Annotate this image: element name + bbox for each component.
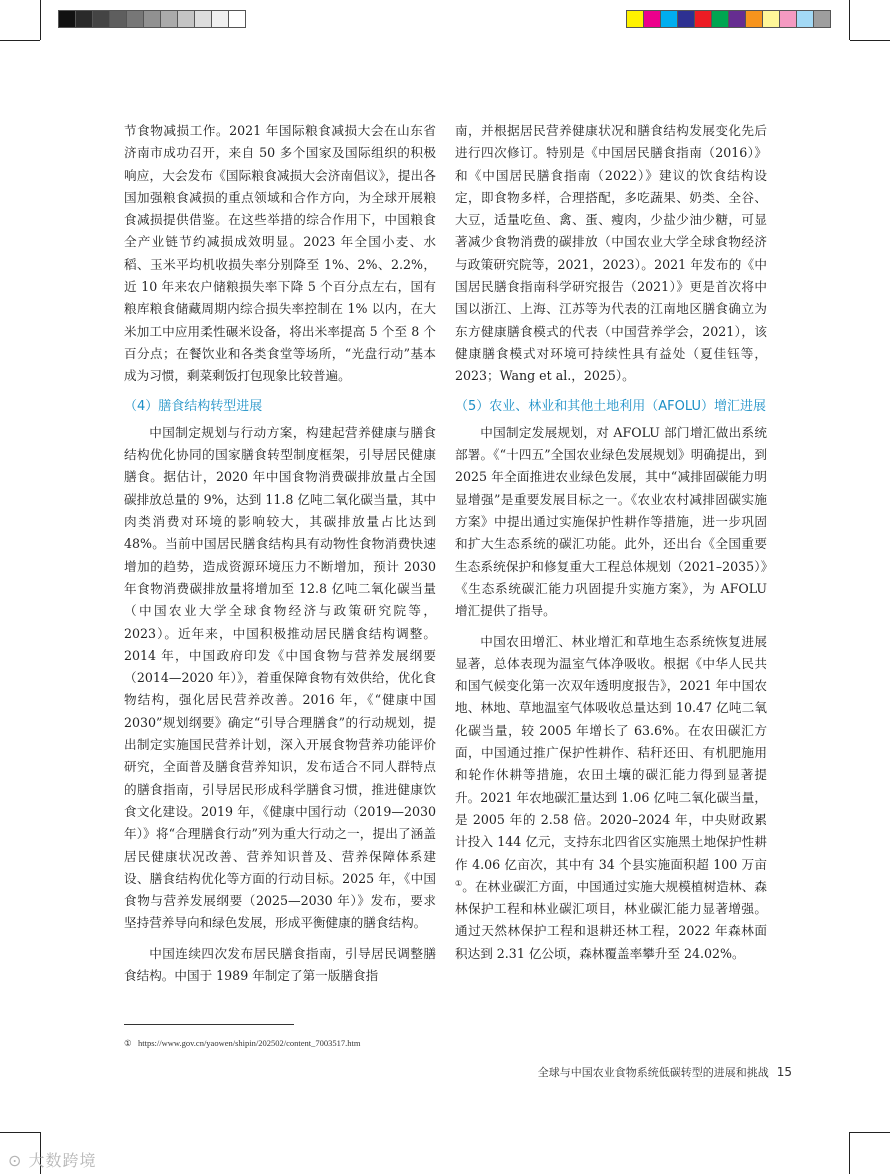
right-paragraph-3: [455, 631, 767, 965]
watermark: [8, 1148, 97, 1171]
page-number: 15: [776, 1065, 792, 1079]
color-swatch-5: [711, 10, 729, 28]
right-paragraph-1: 南，并根据居民营养健康状况和膳食结构发展变化先后进行四次修订。特别是《中国居民膳食指南（2016）》和《中国居民膳食指南（2022）》建议的饮食结构设定，即食物多样，合理搭配，多吃蔬果、奶类、全谷、大豆，适量吃鱼、禽、蛋、瘦肉，少盐少油少糖，可显著减少食物消费的碳排放（中国农业大学全球食物经济与政策研究院等，2021，2023）。2021 年发布的《中国居民膳食指南科学研究报告（2021）》更是首次将中国以浙江、上海、江苏等为代表的江南地区膳食确立为东方健康膳食模式的代表（中国营养学会，2021），该健康膳食模式对环境可持续性具有益处（夏佳钰等，2023；Wang et al.，2025）。: [455, 123, 767, 384]
left-paragraph-3: 中国连续四次发布居民膳食指南，引导居民调整膳食结构。中国于 1989 年制定了第一版膳食指: [124, 945, 436, 983]
gray-swatch-9: [211, 10, 229, 28]
color-swatch-1: [643, 10, 661, 28]
crop-mark-bottom-right-v: [849, 1132, 850, 1174]
color-swatch-10: [796, 10, 814, 28]
crop-mark-top-right-v: [849, 0, 850, 40]
color-swatch-8: [762, 10, 780, 28]
left-paragraph-2: 中国制定规划与行动方案，构建起营养健康与膳食结构优化协同的国家膳食转型制度框架，引导居民健康膳食。据估计，2020 年中国食物消费碳排放量占全国碳排放总量的 9%，达到 11.8 亿吨二氧化碳当量，其中肉类消费对环境的影响较大，其碳排放量占比达到 48%。当前中国居民膳食结构具有动物性食物消费快速增加的趋势，造成资源环境压力不断增加，预计 2030 年食物消费碳排放量将增加至 12.8 亿吨二氧化碳当量（中国农业大学全球食物经济与政策研究院等，2023）。近年来，中国积极推动居民膳食结构调整。2014 年，中国政府印发《中国食物与营养发展纲要（2014—2020 年）》，着重保障食物有效供给，优化食物结构，强化居民营养改善。2016 年，《“健康中国 2030”规划纲要》确定“引导合理膳食”的行动规划，提出制定实施国民营养计划，深入开展食物营养功能评价研究，全面普及膳食营养知识，发布适合不同人群特点的膳食指南，引导居民形成科学膳食习惯，推进健康饮食文化建设。2019 年，《健康中国行动（2019—2030 年）》将“合理膳食行动”列为重大行动之一，提出了涵盖居民健康状况改善、营养知识普及、营养保障体系建设、膳食结构优化等方面的行动目标。2025 年，《中国食物与营养发展纲要（2025—2030 年）》发布，要求坚持营养导向和绿色发展，形成平衡健康的膳食结构。: [124, 424, 436, 931]
gray-swatch-2: [92, 10, 110, 28]
color-swatch-7: [745, 10, 763, 28]
section-heading-afolu: （5）农业、林业和其他土地利用（AFOLU）增汇进展: [455, 398, 766, 414]
gray-swatch-0: [58, 10, 76, 28]
right-column: [455, 120, 767, 965]
gray-swatch-8: [194, 10, 212, 28]
footnote: [124, 1038, 360, 1049]
gray-swatch-5: [143, 10, 161, 28]
footnote-divider: [124, 1024, 294, 1025]
footnote-reference[interactable]: ①: [455, 878, 463, 888]
color-calibration-bar: [626, 10, 830, 28]
gray-swatch-3: [109, 10, 127, 28]
crop-mark-bottom-left-h: [0, 1132, 40, 1133]
gray-swatch-10: [228, 10, 246, 28]
color-swatch-2: [660, 10, 678, 28]
crop-mark-top-right-h: [850, 40, 890, 41]
left-column: [124, 120, 436, 987]
crop-mark-top-left-v: [40, 0, 41, 40]
color-swatch-11: [813, 10, 831, 28]
color-swatch-0: [626, 10, 644, 28]
right-paragraph-3-part-2: 。在林业碳汇方面，中国通过实施大规模植树造林、森林保护工程和林业碳汇项目，林业碳汇能力显著增强。通过天然林保护工程和退耕还林工程，2022 年森林面积达到 2.31 亿公顷，森林覆盖率攀升至 24.02%。: [455, 878, 768, 961]
footnote-mark: ①: [124, 1038, 132, 1048]
section-heading-diet-transition: （4）膳食结构转型进展: [124, 398, 263, 414]
gray-swatch-1: [75, 10, 93, 28]
watermark-logo-icon: ⊙: [8, 1151, 29, 1170]
grayscale-calibration-bar: [58, 10, 245, 28]
gray-swatch-6: [160, 10, 178, 28]
color-swatch-4: [694, 10, 712, 28]
watermark-text: 大数跨境: [28, 1151, 97, 1170]
color-swatch-3: [677, 10, 695, 28]
crop-mark-top-left-h: [0, 40, 40, 41]
left-paragraph-1: 节食物减损工作。2021 年国际粮食减损大会在山东省济南市成功召开，来自 50 多个国家及国际组织的积极响应，大会发布《国际粮食减损大会济南倡议》，提出各国加强粮食减损的重点领域和合作方向，为全球开展粮食减损提供借鉴。在这些举措的综合作用下，中国粮食全产业链节约减损成效明显。2023 年全国小麦、水稻、玉米平均机收损失率分别降至 1%、2%、2.2%，近 10 年来农户储粮损失率下降 5 个百分点左右，国有粮库粮食储藏周期内综合损失率控制在 1% 以内，在大米加工中应用柔性碾米设备，将出米率提高 5 个至 8 个百分点；在餐饮业和各类食堂等场所，“光盘行动”基本成为习惯，剩菜剩饭打包现象比较普遍。: [124, 123, 436, 384]
crop-mark-bottom-right-h: [850, 1132, 890, 1133]
footnote-url[interactable]: https://www.gov.cn/yaowen/shipin/202502/content_7003517.htm: [138, 1038, 361, 1048]
color-swatch-9: [779, 10, 797, 28]
color-swatch-6: [728, 10, 746, 28]
page-footer: [538, 1064, 792, 1080]
gray-swatch-4: [126, 10, 144, 28]
right-paragraph-3-part-1: 中国农田增汇、林业增汇和草地生态系统恢复进展显著，总体表现为温室气体净吸收。根据《中华人民共和国气候变化第一次双年透明度报告》，2021 年中国农地、林地、草地温室气体吸收总量达到 10.47 亿吨二氧化碳当量，较 2005 年增长了 63.6%。在农田碳汇方面，中国通过推广保护性耕作、秸秆还田、有机肥施用和轮作休耕等措施，农田土壤的碳汇能力得到显著提升。2021 年农地碳汇量达到 1.06 亿吨二氧化碳当量，是 2005 年的 2.58 倍。2020–2024 年，中央财政累计投入 144 亿元，支持东北四省区实施黑土地保护性耕作 4.06 亿亩次，其中有 34 个县实施面积超 100 万亩: [455, 633, 767, 872]
right-paragraph-2: 中国制定发展规划，对 AFOLU 部门增汇做出系统部署。《“十四五”全国农业绿色发展规划》明确提出，到 2025 年全面推进农业绿色发展，其中“减排固碳能力明显增强”是重要发展目标之一。《农业农村减排固碳实施方案》中提出通过实施保护性耕作等措施，进一步巩固和扩大生态系统的碳汇功能。此外，还出台《全国重要生态系统保护和修复重大工程总体规划（2021–2035）》《生态系统碳汇能力巩固提升实施方案》，为 AFOLU 增汇提供了指导。: [455, 424, 767, 619]
gray-swatch-7: [177, 10, 195, 28]
running-title: 全球与中国农业食物系统低碳转型的进展和挑战: [537, 1066, 769, 1079]
